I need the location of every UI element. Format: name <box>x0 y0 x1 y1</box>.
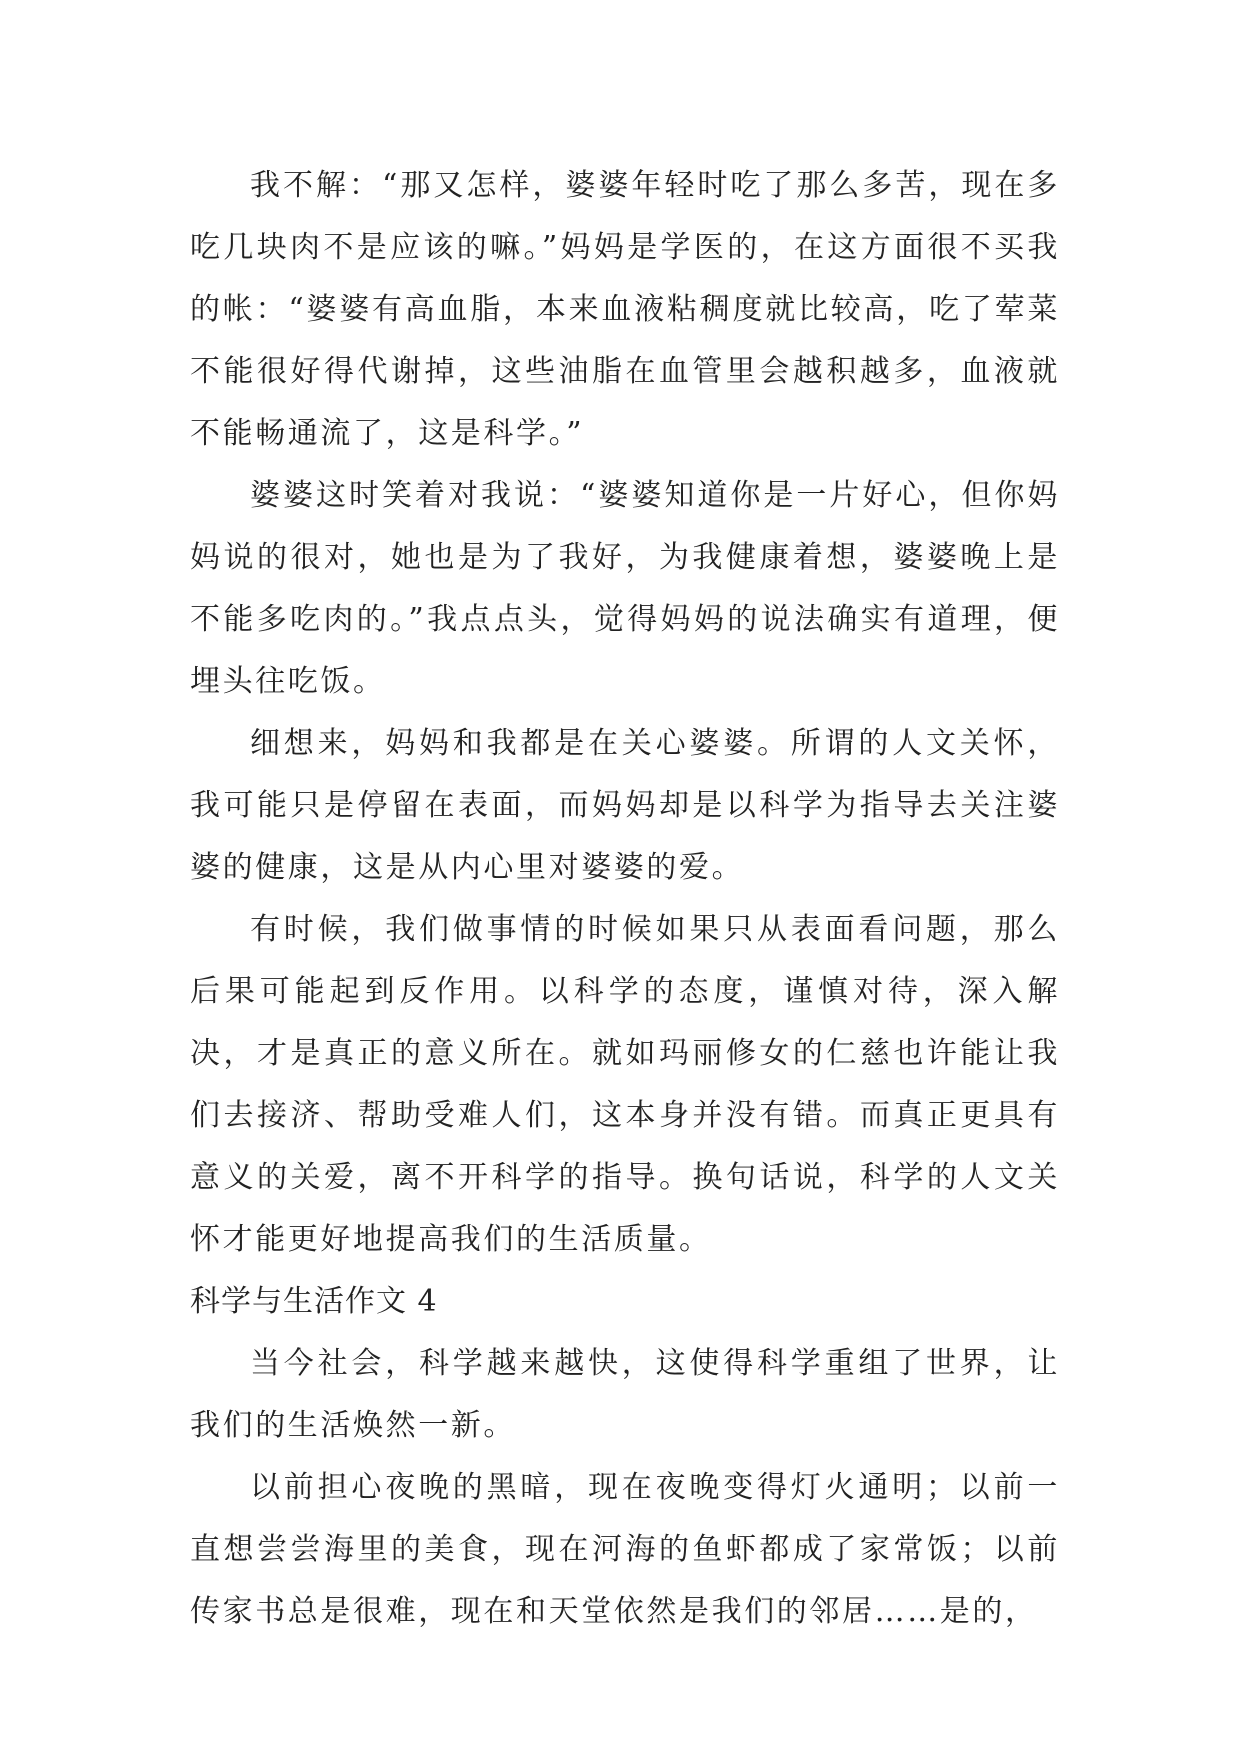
paragraph: 有时候，我们做事情的时候如果只从表面看问题，那么后果可能起到反作用。以科学的态度，谨慎对待，深入解决，才是真正的意义所在。就如玛丽修女的仁慈也许能让我们去接济、帮助受难人们，这本身并没有错。而真正更具有意义的关爱，离不开科学的指导。换句话说，科学的人文关怀才能更好地提高我们的生活质量。 <box>190 912 1060 1257</box>
paragraph: 当今社会，科学越来越快，这使得科学重组了世界，让我们的生活焕然一新。 <box>190 1346 1060 1443</box>
paragraph: 细想来，妈妈和我都是在关心婆婆。所谓的人文关怀，我可能只是停留在表面，而妈妈却是以科学为指导去关注婆婆的健康，这是从内心里对婆婆的爱。 <box>190 726 1060 885</box>
paragraph: 以前担心夜晚的黑暗，现在夜晚变得灯火通明；以前一直想尝尝海里的美食，现在河海的鱼虾都成了家常饭；以前传家书总是很难，现在和天堂依然是我们的邻居……是的， <box>190 1470 1060 1629</box>
paragraph: 我不解：“那又怎样，婆婆年轻时吃了那么多苦，现在多吃几块肉不是应该的嘛。”妈妈是学医的，在这方面很不买我的帐：“婆婆有高血脂，本来血液粘稠度就比较高，吃了荤菜不能很好得代谢掉，这些油脂在血管里会越积越多，血液就不能畅通流了，这是科学。” <box>190 168 1060 451</box>
document-body <box>190 155 1060 1643</box>
section-heading: 科学与生活作文 4 <box>190 1284 438 1319</box>
paragraph: 婆婆这时笑着对我说：“婆婆知道你是一片好心，但你妈妈说的很对，她也是为了我好，为我健康着想，婆婆晚上是不能多吃肉的。”我点点头，觉得妈妈的说法确实有道理，便埋头往吃饭。 <box>190 478 1060 699</box>
